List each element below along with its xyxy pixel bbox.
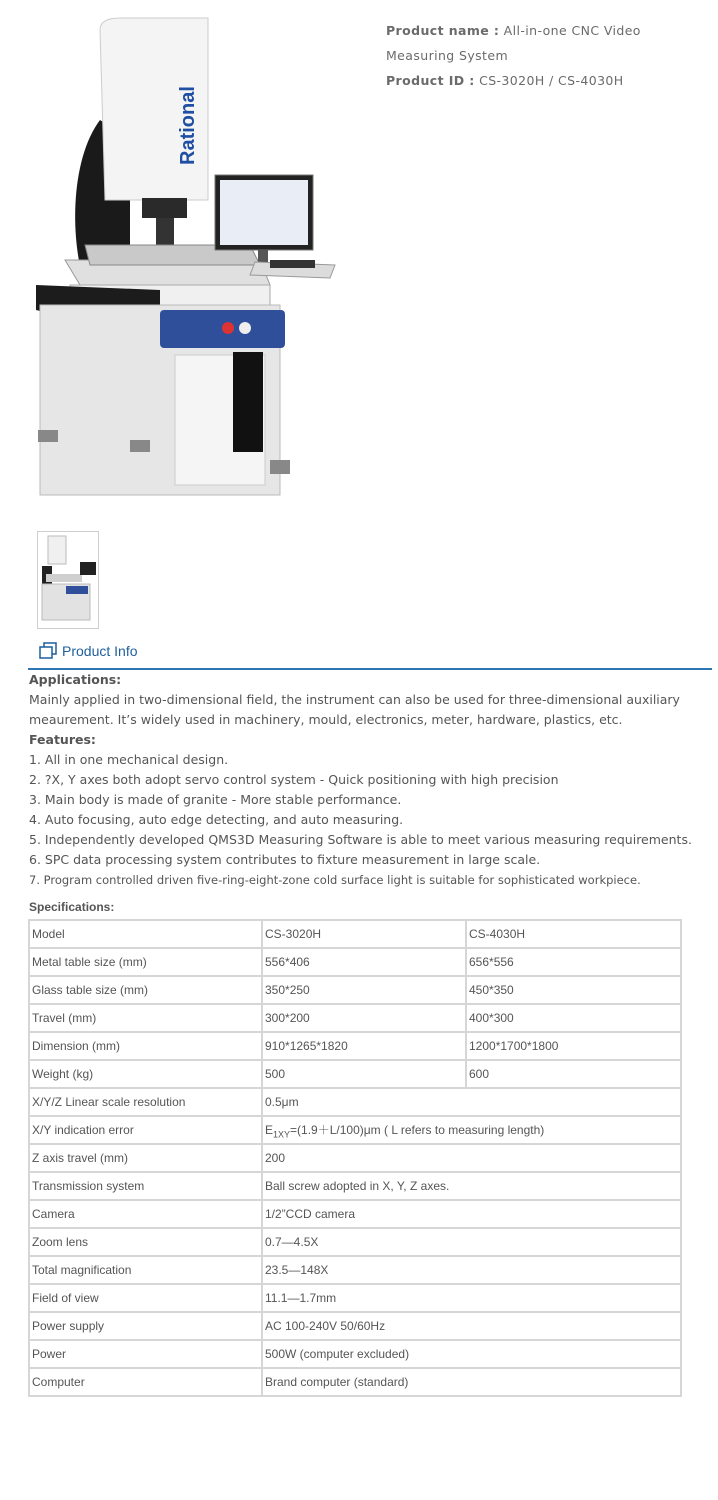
tab-label: Product Info: [62, 643, 138, 659]
spec-label: Z axis travel (mm): [29, 1144, 262, 1172]
spec-value: 300*200: [262, 1004, 466, 1032]
spec-value: 556*406: [262, 948, 466, 976]
table-row: [29, 920, 681, 948]
table-row: [29, 1088, 681, 1116]
spec-label: Camera: [29, 1200, 262, 1228]
spec-value: CS-3020H: [262, 920, 466, 948]
table-row: [29, 1116, 681, 1144]
spec-value: 1200*1700*1800: [466, 1032, 681, 1060]
spec-label: Glass table size (mm): [29, 976, 262, 1004]
spec-label: Power supply: [29, 1312, 262, 1340]
table-row: [29, 1144, 681, 1172]
product-id-label: Product ID :: [386, 73, 475, 88]
specifications-heading: Specifications:: [29, 900, 115, 914]
applications-heading: Applications:: [29, 672, 122, 687]
spec-value: Ball screw adopted in X, Y, Z axes.: [262, 1172, 681, 1200]
copy-icon: [38, 642, 58, 660]
spec-label: Zoom lens: [29, 1228, 262, 1256]
applications-text: Mainly applied in two-dimensional field, the instrument can also be used for three-dimensional auxiliary meaurement. It’s widely used in machinery, mould, electronics, meter, hardware, plastics, etc.: [29, 692, 680, 727]
table-row: [29, 1368, 681, 1396]
table-row: [29, 1312, 681, 1340]
spec-value: Brand computer (standard): [262, 1368, 681, 1396]
spec-value: 450*350: [466, 976, 681, 1004]
table-row: [29, 1340, 681, 1368]
spec-value: 23.5—148X: [262, 1256, 681, 1284]
specifications-table: [28, 919, 682, 1397]
spec-label: Metal table size (mm): [29, 948, 262, 976]
spec-label: X/Y/Z Linear scale resolution: [29, 1088, 262, 1116]
spec-value: 0.7—4.5X: [262, 1228, 681, 1256]
product-description: [29, 670, 709, 890]
table-row: [29, 1060, 681, 1088]
table-row: [29, 948, 681, 976]
spec-value: 400*300: [466, 1004, 681, 1032]
table-row: [29, 976, 681, 1004]
spec-label: Total magnification: [29, 1256, 262, 1284]
spec-value: 0.5μm: [262, 1088, 681, 1116]
feature-item: 5. Independently developed QMS3D Measuring Software is able to meet various measuring requirements.: [29, 832, 692, 847]
product-thumbnail[interactable]: [37, 531, 99, 629]
spec-value: CS-4030H: [466, 920, 681, 948]
brand-logo: Rational: [177, 86, 199, 165]
spec-label: X/Y indication error: [29, 1116, 262, 1144]
error-symbol: E: [265, 1122, 274, 1137]
product-name: [386, 18, 686, 68]
table-row: [29, 1004, 681, 1032]
table-row: [29, 1228, 681, 1256]
spec-label: Travel (mm): [29, 1004, 262, 1032]
feature-item: 4. Auto focusing, auto edge detecting, and auto measuring.: [29, 812, 404, 827]
tab-product-info[interactable]: [38, 642, 138, 660]
tab-bar: [28, 638, 712, 670]
spec-value: 500W (computer excluded): [262, 1340, 681, 1368]
table-row: [29, 1032, 681, 1060]
spec-value: 500: [262, 1060, 466, 1088]
product-id: [386, 68, 686, 93]
spec-value: AC 100-240V 50/60Hz: [262, 1312, 681, 1340]
table-row: [29, 1172, 681, 1200]
feature-item: 2. ?X, Y axes both adopt servo control system - Quick positioning with high precision: [29, 772, 559, 787]
spec-value: 1/2”CCD camera: [262, 1200, 681, 1228]
spec-value: [262, 1116, 681, 1144]
feature-item: 3. Main body is made of granite - More stable performance.: [29, 792, 402, 807]
spec-value: 910*1265*1820: [262, 1032, 466, 1060]
error-formula: =(1.9＋L/100)μm ( L refers to measuring length): [290, 1122, 545, 1137]
spec-label: Field of view: [29, 1284, 262, 1312]
spec-label: Power: [29, 1340, 262, 1368]
table-row: [29, 1200, 681, 1228]
feature-item: 6. SPC data processing system contributes to fixture measurement in large scale.: [29, 852, 541, 867]
features-heading: Features:: [29, 732, 96, 747]
spec-label: Computer: [29, 1368, 262, 1396]
feature-item: 7. Program controlled driven five-ring-eight-zone cold surface light is suitable for sophisticated workpiece.: [29, 873, 641, 887]
error-subscript: 1XY: [273, 1129, 291, 1140]
spec-label: Model: [29, 920, 262, 948]
table-row: [29, 1256, 681, 1284]
spec-value: 600: [466, 1060, 681, 1088]
spec-label: Dimension (mm): [29, 1032, 262, 1060]
table-row: [29, 1284, 681, 1312]
product-name-label: Product name :: [386, 23, 500, 38]
product-id-value: CS-3020H / CS-4030H: [479, 73, 624, 88]
product-name-value: All-in-one CNC Video Measuring System: [386, 23, 641, 63]
product-info: [386, 18, 686, 93]
spec-value: 200: [262, 1144, 681, 1172]
spec-value: 656*556: [466, 948, 681, 976]
spec-label: Weight (kg): [29, 1060, 262, 1088]
spec-value: 11.1—1.7mm: [262, 1284, 681, 1312]
spec-value: 350*250: [262, 976, 466, 1004]
product-image: [30, 10, 340, 505]
spec-label: Transmission system: [29, 1172, 262, 1200]
feature-item: 1. All in one mechanical design.: [29, 752, 229, 767]
